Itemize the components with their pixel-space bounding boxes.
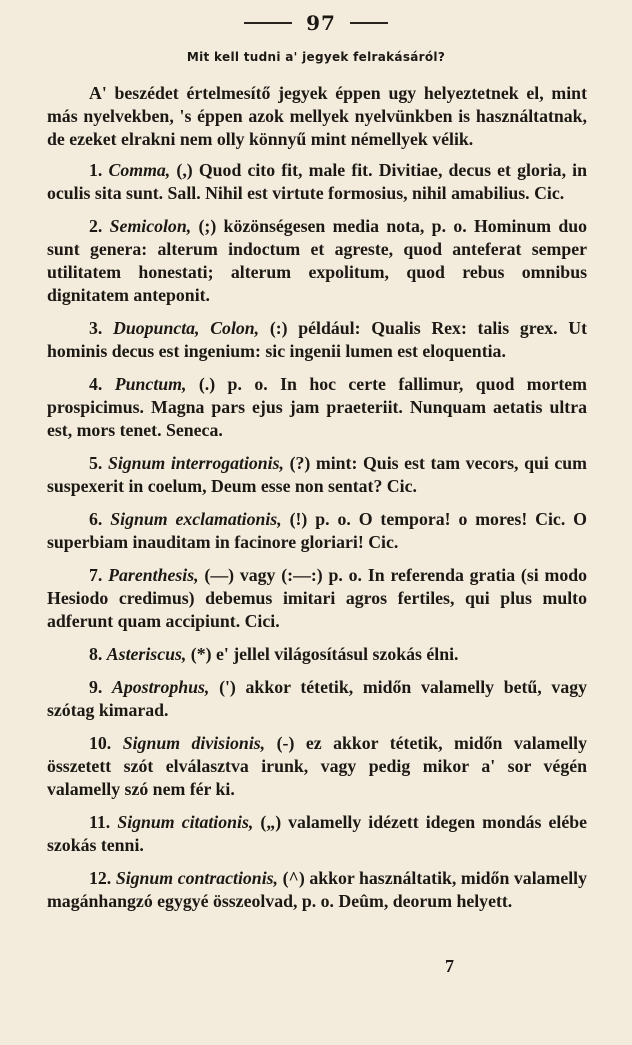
item-number: 3. <box>89 318 103 338</box>
item-text: (^) akkor használtatik, midőn valamelly magánhangzó egygyé összeolvad, p. o. Deûm, deorum helyett. <box>47 868 587 911</box>
item-term: Apostrophus, <box>112 677 210 697</box>
item-text: („) valamelly idézett idegen mondás elébe szokás tenni. <box>47 812 588 855</box>
page-number: 97 <box>306 11 336 35</box>
item-text: (?) mint: Quis est tam vecors, qui cum suspexerit in coelum, Deum esse non sentat? Cic. <box>47 453 587 496</box>
item-term: Signum interrogationis, <box>107 453 284 473</box>
item-text: (.) p. o. In hoc certe fallimur, quod mortem prospicimus. Magna pars ejus jam praeteriit. Nunquam aetatis ultra est, mors tenet. Seneca. <box>47 374 587 440</box>
page-header <box>0 8 632 38</box>
item-term: Signum divisionis, <box>122 733 266 753</box>
item-number: 8. <box>89 644 103 664</box>
header-rule-left <box>244 22 292 24</box>
item-term: Signum citationis, <box>117 812 254 832</box>
list-item <box>47 159 587 205</box>
list-item <box>47 676 587 722</box>
item-number: 9. <box>89 677 103 697</box>
item-number: 2. <box>89 216 103 236</box>
item-term: Duopuncta, Colon, <box>113 318 260 338</box>
item-text: (!) p. o. O tempora! o mores! Cic. O superbiam inauditam in facinore gloriari! Cic. <box>47 509 587 552</box>
item-number: 11. <box>89 812 111 832</box>
item-text: (') akkor tétetik, midőn valamelly betű, vagy szótag kimarad. <box>47 677 587 720</box>
list-item <box>47 215 587 307</box>
item-term: Asteriscus, <box>106 644 187 664</box>
item-text: (*) e' jellel világosításul szokás élni. <box>186 644 459 664</box>
item-text: (,) Quod cito fit, male fit. Divitiae, decus et gloria, in oculis sita sunt. Sall. Nihil est virtute formosius, nihil amabilius. Cic. <box>47 160 587 203</box>
item-number: 6. <box>89 509 103 529</box>
list-item <box>47 867 587 913</box>
running-title: Mit kell tudni a' jegyek felrakásáról? <box>186 50 446 64</box>
list-item <box>47 317 587 363</box>
header-rule-right <box>350 22 388 24</box>
item-term: Parenthesis, <box>108 565 199 585</box>
list-item <box>47 564 587 633</box>
item-number: 4. <box>89 374 103 394</box>
item-number: 1. <box>89 160 103 180</box>
item-term: Punctum, <box>114 374 187 394</box>
list-item <box>47 452 587 498</box>
signature-mark: 7 <box>445 956 454 976</box>
item-number: 7. <box>89 565 103 585</box>
item-term: Signum exclamationis, <box>110 509 282 529</box>
item-text: (:) például: Qualis Rex: talis grex. Ut hominis decus est ingenium: sic ingenii lumen est eloquentia. <box>47 318 588 361</box>
item-term: Comma, <box>108 160 171 180</box>
list-item <box>47 811 587 857</box>
item-number: 10. <box>89 733 112 753</box>
punctuation-list <box>47 159 587 913</box>
item-number: 5. <box>89 453 103 473</box>
item-text: (-) ez akkor tétetik, midőn valamelly összetett szót elválasztva irunk, vagy pedig mikor a' sor végén valamelly szó nem fér ki. <box>47 733 587 799</box>
list-item <box>47 732 587 801</box>
item-term: Semicolon, <box>109 216 192 236</box>
item-text: (;) közönségesen media nota, p. o. Hominum duo sunt genera: alterum indoctum et agreste, quod anteferat semper utilitatem honestati; alterum expolitum, quod rebus omnibus dignitatem anteponit. <box>47 216 587 305</box>
body-text <box>47 82 587 923</box>
list-item <box>47 508 587 554</box>
item-number: 12. <box>89 868 112 888</box>
item-text: (—) vagy (:—:) p. o. In referenda gratia (si modo Hesiodo credimus) debemus imitari agros fertiles, qui plus multo adferunt quam accipiunt. Cici. <box>47 565 587 631</box>
list-item <box>47 373 587 442</box>
item-term: Signum contractionis, <box>115 868 278 888</box>
intro-paragraph: A' beszédet értelmesítő jegyek éppen ugy helyeztetnek el, mint más nyelvekben, 's éppen azok mellyek nyelvünkben is használtatnak, de ezeket elrakni nem olly könnyű mint némellyek vélik. <box>47 83 587 149</box>
list-item <box>47 643 587 666</box>
